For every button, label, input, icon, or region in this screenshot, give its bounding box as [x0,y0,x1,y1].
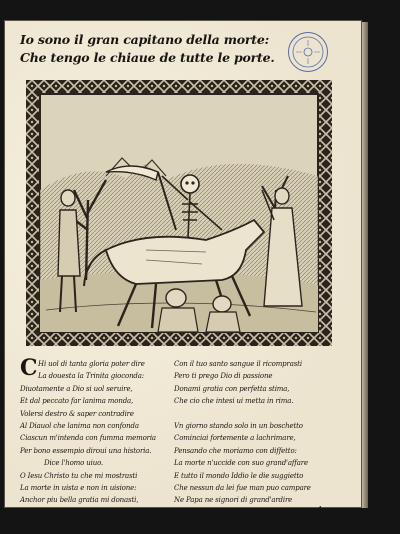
signature-mark: A [317,506,324,516]
poem-line: La douesta la Trinita gioconda: [38,372,144,381]
poem-speaker-heading: Dice l'homo uiuo. [44,459,104,468]
poem-line: Ne Papa ne signori di grand'ardire [174,496,293,505]
library-stamp-icon [290,34,326,70]
poem-line: Hi uol di tanta gloria poter dire [38,360,145,368]
poem-line: Donami gratia con perfetta stima, [174,384,290,393]
book-page [4,20,362,517]
poem-left-column [20,355,184,519]
poem-line: Vn giorno stando solo in un boschetto [174,421,303,430]
poem-line: Ciascun m'intenda con fumma memoria [20,434,156,443]
poem-line: Chauesti del tuo seruo compassione, [20,508,146,517]
title-line-1: Io sono il gran capitano della morte: [20,32,269,47]
poem-line: La morte n'uccide con suo grand'affare [174,459,308,468]
drop-cap: C [20,355,38,381]
woodcut-illustration [26,80,332,346]
poem-line: Per bono essempio diroui una historia. [20,446,152,455]
poem-line: Pensando che moriamo con diffetto: [174,446,297,455]
poem-line: Al Diauol che lanima non confonda [20,421,139,430]
poem-line: Cominciai fortemente a lachrimare, [174,434,296,443]
poem-line-spacer [174,408,354,420]
poem-line: Che cio che intesi ui metta in rima. [174,397,294,406]
poem-line: Che nessun da lei fue man puo campare [174,483,311,492]
poem-line: Con il tuo santo sangue il ricomprasti [174,360,302,368]
poem-line: Anchor piu bella gratia mi donasti, [20,496,139,505]
poem-right-column [174,358,354,519]
poem-line: La morte in uista e non in uisione: [20,483,137,492]
poem-line: Et dal peccato far lanima monda, [20,397,134,406]
poem-line: O Iesu Christo tu che mi mostrasti [20,471,138,480]
page-edge [362,22,368,508]
poem-line: Da le sue mane nessun puo fuggire. [174,508,297,517]
poem-line: Volersi destro & saper contradire [20,409,134,418]
poem-line: Diuotamente a Dio si uol seruire, [20,384,133,393]
title-line-2: Che tengo le chiaue de tutte le porte. [20,50,275,65]
library-stamp [288,32,328,72]
death-on-horse-woodcut [26,80,332,346]
poem-line: Pero ti prego Dio di passione [174,372,273,381]
poem-line: E tutto il mondo Iddio le die suggietto [174,471,304,480]
